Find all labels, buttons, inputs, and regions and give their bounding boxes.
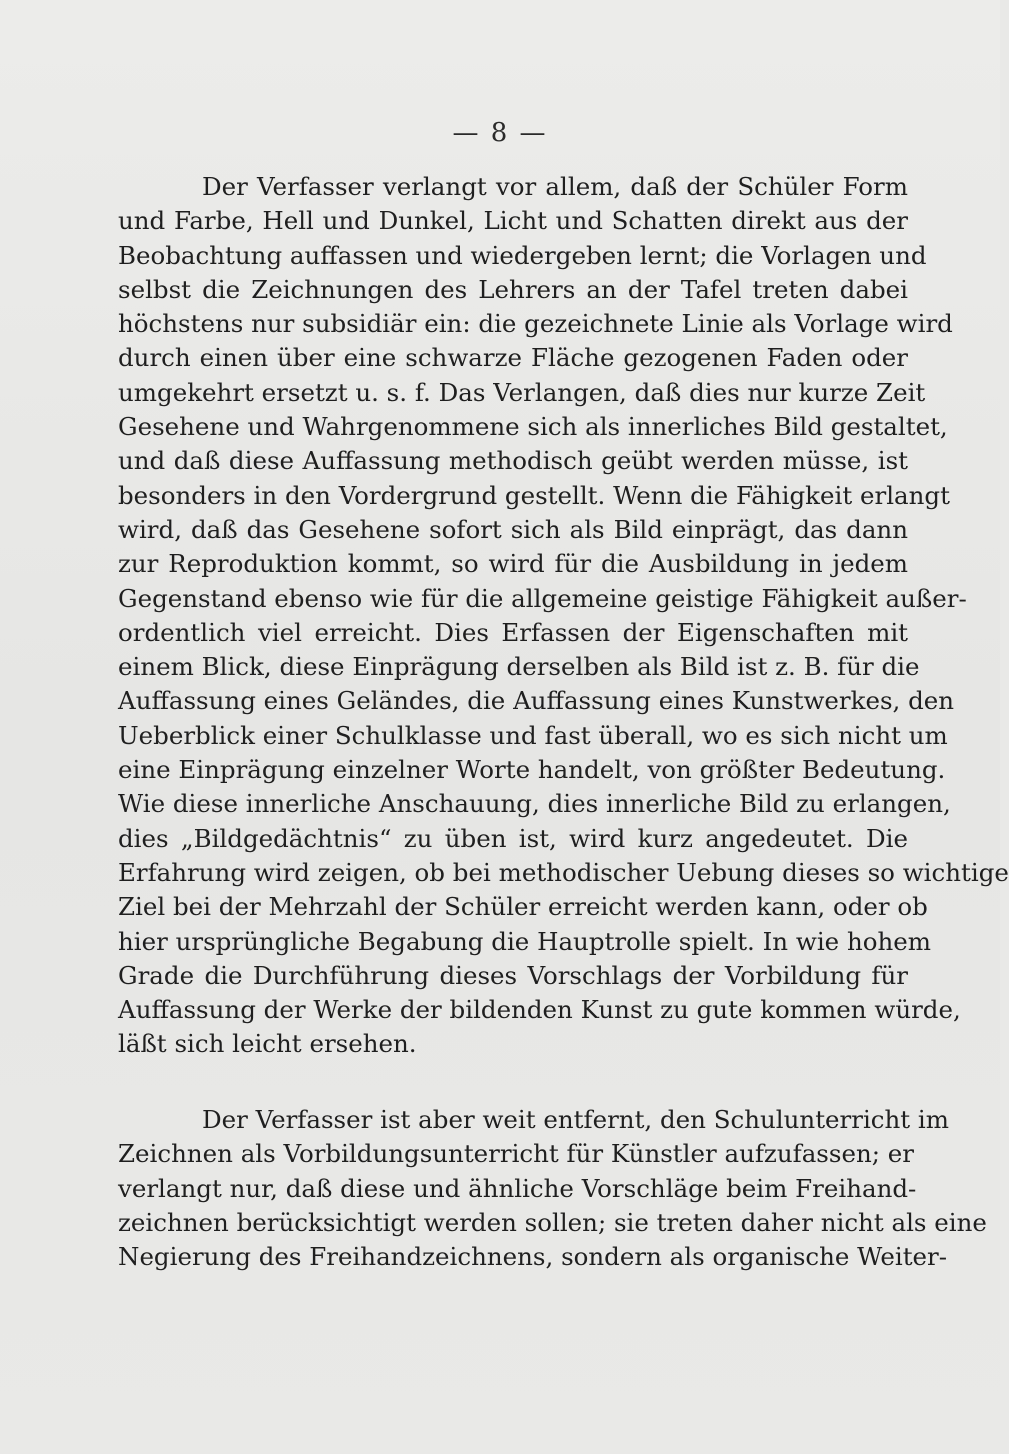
text-line: ordentlich viel erreicht. Dies Erfassen der Eigenschaften mit <box>118 617 908 647</box>
text-line: läßt sich leicht ersehen. <box>118 1029 417 1059</box>
text-line: selbst die Zeichnungen des Lehrers an der Tafel treten dabei <box>118 274 908 304</box>
text-line: zeichnen berücksichtigt werden sollen; sie treten daher nicht als eine <box>118 1207 987 1237</box>
text-line: hier ursprüngliche Begabung die Hauptrolle spielt. In wie hohem <box>118 926 932 956</box>
text-line: und Farbe, Hell und Dunkel, Licht und Schatten direkt aus der <box>118 206 908 236</box>
text-line: dies „Bildgedächtnis“ zu üben ist, wird kurz angedeutet. Die <box>118 823 908 853</box>
text-line: umgekehrt ersetzt u. s. f. Das Verlangen, daß dies nur kurze Zeit <box>118 377 926 407</box>
text-line: wird, daß das Gesehene sofort sich als Bild einprägt, das dann <box>118 514 908 544</box>
text-line: Negierung des Freihandzeichnens, sondern als organische Weiter- <box>118 1242 948 1272</box>
text-line: Auffassung eines Geländes, die Auffassung eines Kunstwerkes, den <box>118 686 955 716</box>
text-line: Beobachtung auffassen und wiedergeben lernt; die Vorlagen und <box>118 240 927 270</box>
text-line: eine Einprägung einzelner Worte handelt, von größter Bedeutung. <box>118 755 946 785</box>
text-line: und daß diese Auffassung methodisch geübt werden müsse, ist <box>118 446 908 476</box>
text-line: Der Verfasser ist aber weit entfernt, den Schulunterricht im <box>202 1105 949 1134</box>
paragraph-2 <box>118 1103 987 1274</box>
text-line: höchstens nur subsidiär ein: die gezeichnete Linie als Vorlage wird <box>118 309 953 339</box>
text-line: Gesehene und Wahrgenommene sich als innerliches Bild gestaltet, <box>118 412 948 442</box>
text-line: Wie diese innerliche Anschauung, dies innerliche Bild zu erlangen, <box>118 789 951 819</box>
page-number: — 8 — <box>452 118 548 148</box>
text-line: Erfahrung wird zeigen, ob bei methodischer Uebung dieses so wichtige <box>118 857 1009 887</box>
text-line: zur Reproduktion kommt, so wird für die Ausbildung in jedem <box>118 549 908 579</box>
text-line: besonders in den Vordergrund gestellt. Wenn die Fähigkeit erlangt <box>118 480 950 510</box>
text-line: Ueberblick einer Schulklasse und fast überall, wo es sich nicht um <box>118 720 948 750</box>
text-line: Gegenstand ebenso wie für die allgemeine geistige Fähigkeit außer- <box>118 583 967 613</box>
text-line: einem Blick, diese Einprägung derselben als Bild ist z. B. für die <box>118 652 920 682</box>
text-line: Ziel bei der Mehrzahl der Schüler erreicht werden kann, oder ob <box>118 892 928 922</box>
text-line: Auffassung der Werke der bildenden Kunst zu gute kommen würde, <box>118 995 961 1025</box>
paragraph-1 <box>118 170 1009 1062</box>
text-line: Zeichnen als Vorbildungsunterricht für Künstler aufzufassen; er <box>118 1139 914 1169</box>
text-line: Grade die Durchführung dieses Vorschlags der Vorbildung für <box>118 960 908 990</box>
text-line: Der Verfasser verlangt vor allem, daß der Schüler Form <box>202 172 908 201</box>
text-line: durch einen über eine schwarze Fläche gezogenen Faden oder <box>118 343 908 373</box>
text-line: verlangt nur, daß diese und ähnliche Vorschläge beim Freihand- <box>118 1173 917 1203</box>
